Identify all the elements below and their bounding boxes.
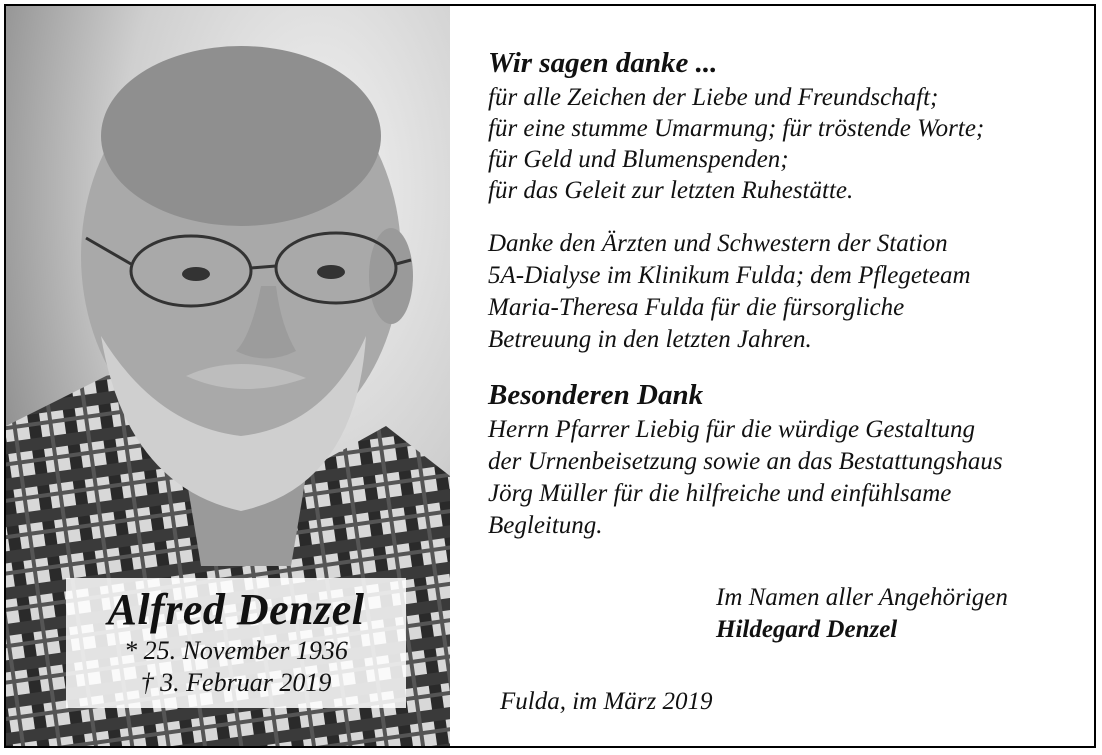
death-date: † 3. Februar 2019 — [140, 668, 332, 697]
signature-line: Im Namen aller Angehörigen — [716, 584, 1008, 611]
signature-name: Hildegard Denzel — [716, 616, 898, 643]
thanks-line: für Geld und Blumenspenden; — [488, 146, 789, 173]
portrait-photo — [6, 6, 450, 746]
special-heading: Besonderen Dank — [488, 379, 704, 411]
obituary-card — [4, 4, 1096, 748]
special-line: der Urnenbeisetzung sowie an das Bestattungshaus — [488, 448, 1003, 475]
name-plate — [66, 578, 406, 708]
doctors-line: Maria-Theresa Fulda für die fürsorgliche — [488, 294, 905, 321]
place-date: Fulda, im März 2019 — [500, 688, 713, 715]
thanks-line: für eine stumme Umarmung; für tröstende Worte; — [488, 115, 985, 142]
doctors-line: Danke den Ärzten und Schwestern der Station — [488, 230, 948, 257]
thanks-line: für alle Zeichen der Liebe und Freundschaft; — [488, 84, 939, 111]
doctors-line: Betreuung in den letzten Jahren. — [488, 326, 812, 353]
doctors-line: 5A-Dialyse im Klinikum Fulda; dem Pflegeteam — [488, 262, 971, 289]
text-panel — [488, 6, 1088, 746]
birth-date: * 25. November 1936 — [124, 636, 348, 665]
special-line: Begleitung. — [488, 512, 603, 539]
special-line: Jörg Müller für die hilfreiche und einfühlsame — [488, 480, 952, 507]
thanks-heading: Wir sagen danke ... — [488, 47, 718, 79]
thanks-line: für das Geleit zur letzten Ruhestätte. — [488, 177, 854, 204]
deceased-name: Alfred Denzel — [107, 585, 365, 634]
special-line: Herrn Pfarrer Liebig für die würdige Gestaltung — [488, 416, 976, 443]
